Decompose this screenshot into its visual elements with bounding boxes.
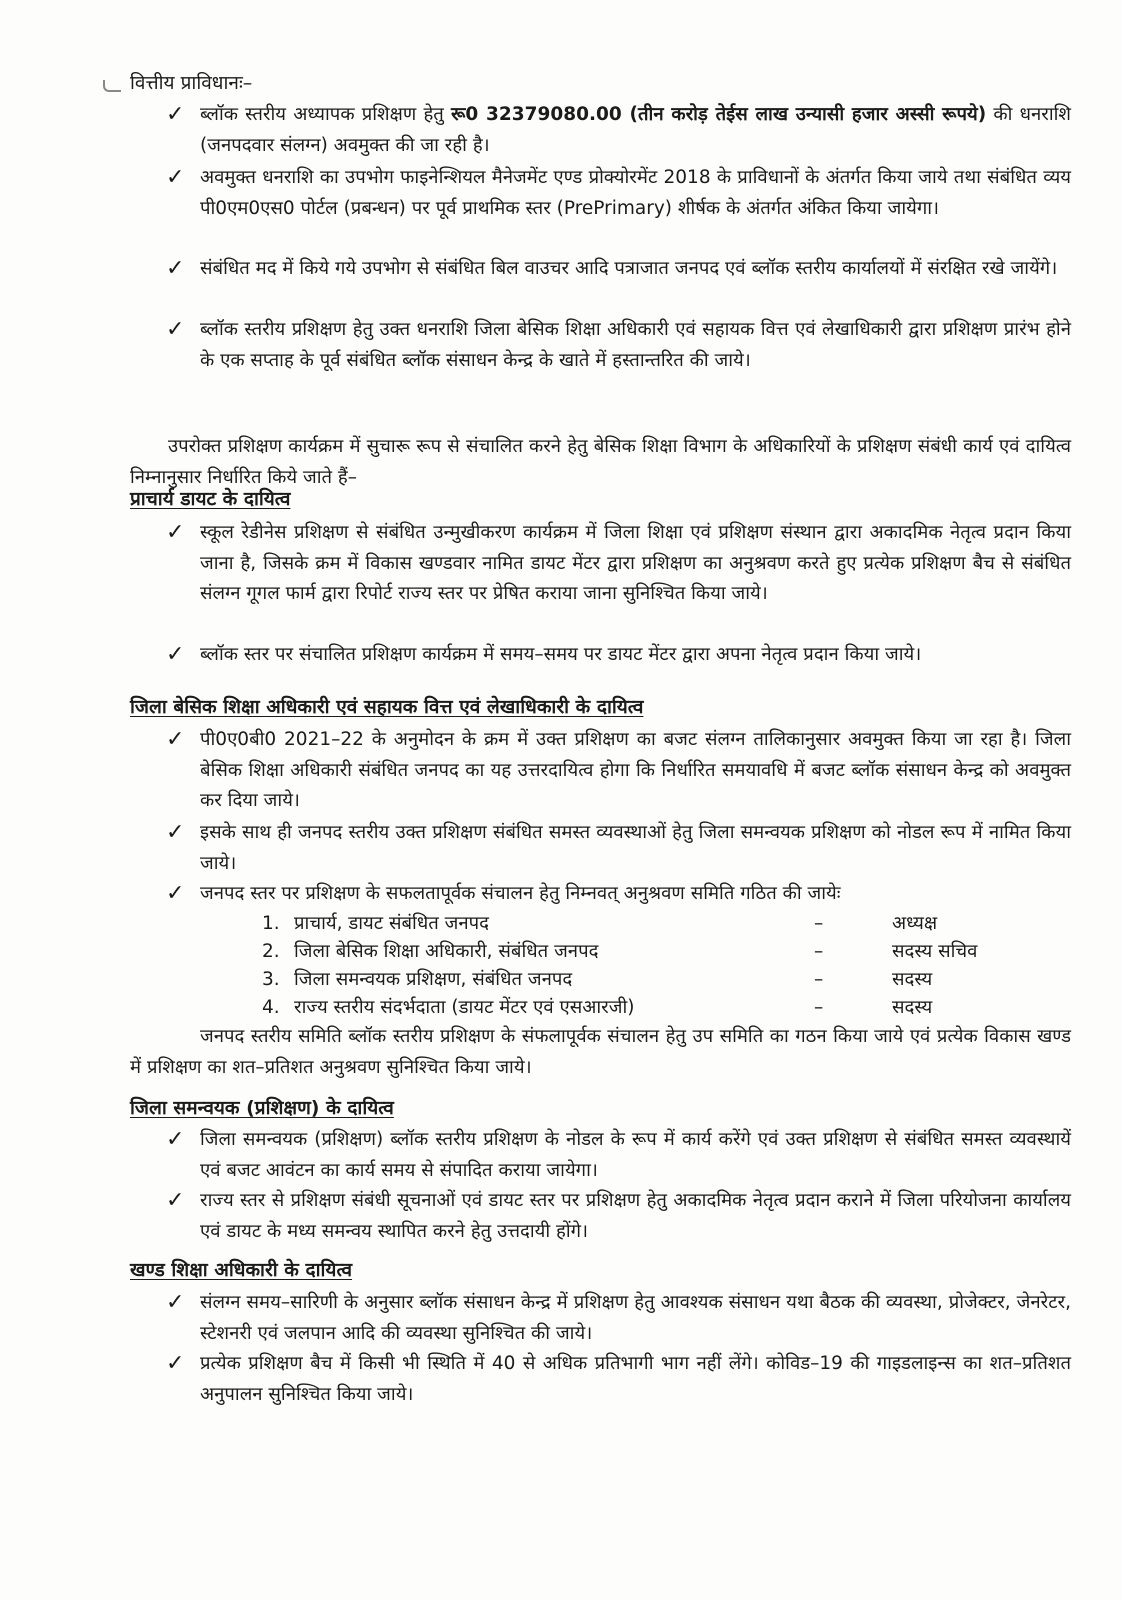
amount-text: रू0 32379080.00 (तीन करोड़ तेईस लाख उन्यासी हजार अस्सी रूपये): [451, 104, 987, 125]
committee-row: 4. राज्य स्तरीय संदर्भदाता (डायट मेंटर एवं एसआरजी) – सदस्य: [262, 997, 933, 1018]
dc-heading: जिला समन्वयक (प्रशिक्षण) के दायित्व: [130, 1097, 394, 1119]
check-icon: ✓: [166, 520, 185, 545]
beo-heading: खण्ड शिक्षा अधिकारी के दायित्व: [130, 1259, 353, 1281]
beo-item-2: ✓ प्रत्येक प्रशिक्षण बैच में किसी भी स्थिति में 40 से अधिक प्रतिभागी भाग नहीं लेंगे। कोविड–19 की गाइडलाइन्स का शत–प्रतिशत अनुपालन सुनिश्चित किया जाये।: [166, 1351, 1071, 1405]
check-icon: ✓: [166, 881, 185, 906]
check-icon: ✓: [166, 1351, 185, 1376]
finance-item-3: ✓ संबंधित मद में किये गये उपभोग से संबंधित बिल वाउचर आदि पत्राजात जनपद एवं ब्लॉक स्तरीय कार्यालयों में संरक्षित रखे जायेंगे।: [166, 254, 1071, 285]
committee-row: 1. प्राचार्य, डायट संबंधित जनपद – अध्यक्ष: [262, 913, 938, 934]
check-icon: ✓: [166, 642, 185, 667]
check-icon: ✓: [166, 820, 185, 845]
dc-item-2: ✓ राज्य स्तर से प्रशिक्षण संबंधी सूचनाओं एवं डायट स्तर पर प्रशिक्षण हेतु अकादमिक नेतृत्व प्रदान कराने में जिला परियोजना कार्यालय एवं डायट के मध्य समन्वय स्थापित करने हेतु उत्तदायी होंगे।: [166, 1188, 1071, 1242]
committee-row: 3. जिला समन्वयक प्रशिक्षण, संबंधित जनपद – सदस्य: [262, 969, 933, 990]
check-icon: ✓: [166, 317, 185, 342]
check-icon: ✓: [166, 1188, 185, 1213]
finance-item-2: ✓ अवमुक्त धनराशि का उपभोग फाइनेन्शियल मैनेजमेंट एण्ड प्रोक्योरमेंट 2018 के प्राविधानों के अंतर्गत किया जाये तथा संबंधित व्यय पी0एम0एस0 पोर्टल (प्रबन्धन) पर पूर्व प्राथमिक स्तर (PrePrimary) शीर्षक के अंतर्गत अंकित किया जायेगा।: [166, 165, 1071, 219]
diet-heading: प्राचार्य डायट के दायित्व: [130, 488, 291, 510]
finance-item-1: ✓ ब्लॉक स्तरीय अध्यापक प्रशिक्षण हेतु रू0 32379080.00 (तीन करोड़ तेईस लाख उन्यासी हजार अस्सी रूपये) की धनराशि (जनपदवार संलग्न) अवमुक्त की जा रही है।: [166, 102, 1071, 156]
check-icon: ✓: [166, 165, 185, 190]
committee-closing: जनपद स्तरीय समिति ब्लॉक स्तरीय प्रशिक्षण के संफलापूर्वक संचालन हेतु उप समिति का गठन किया जाये एवं प्रत्येक विकास खण्ड में प्रशिक्षण का शत–प्रतिशत अनुश्रवण सुनिश्चित किया जाये।: [130, 1026, 1071, 1078]
bsa-item-2: ✓ इसके साथ ही जनपद स्तरीय उक्त प्रशिक्षण संबंधित समस्त व्यवस्थाओं हेतु जिला समन्वयक प्रशिक्षण को नोडल रूप में नामित किया जाये।: [166, 820, 1071, 874]
check-icon: ✓: [166, 1127, 185, 1152]
bsa-item-1: ✓ पी0ए0बी0 2021–22 के अनुमोदन के क्रम में उक्त प्रशिक्षण का बजट संलग्न तालिकानुसार अवमुक्त किया जा रहा है। जिला बेसिक शिक्षा अधिकारी संबंधित जनपद का यह उत्तरदायित्व होगा कि निर्धारित समयावधि में बजट ब्लॉक संसाधन केन्द्र को अवमुक्त कर दिया जाये।: [166, 727, 1071, 811]
check-icon: ✓: [166, 256, 185, 281]
bsa-heading: जिला बेसिक शिक्षा अधिकारी एवं सहायक वित्त एवं लेखाधिकारी के दायित्व: [130, 696, 644, 718]
diet-item-1: ✓ स्कूल रेडीनेस प्रशिक्षण से संबंधित उन्मुखीकरण कार्यक्रम में जिला शिक्षा एवं प्रशिक्षण संस्थान द्वारा अकादमिक नेतृत्व प्रदान किया जाना है, जिसके क्रम में विकास खण्डवार नामित डायट मेंटर द्वारा प्रशिक्षण का अनुश्रवण करते हुए प्रत्येक प्रशिक्षण बैच से संबंधित संलग्न गूगल फार्म द्वारा रिपोर्ट राज्य स्तर पर प्रेषित कराया जाना सुनिश्चित किया जाये।: [166, 520, 1071, 604]
committee-row: 2. जिला बेसिक शिक्षा अधिकारी, संबंधित जनपद – सदस्य सचिव: [262, 941, 978, 962]
bsa-item-3: ✓ जनपद स्तर पर प्रशिक्षण के सफलतापूर्वक संचालन हेतु निम्नवत् अनुश्रवण समिति गठित की जायेः: [166, 879, 1071, 910]
pen-mark-icon: [103, 80, 121, 92]
diet-item-2: ✓ ब्लॉक स्तर पर संचालित प्रशिक्षण कार्यक्रम में समय–समय पर डायट मेंटर द्वारा अपना नेतृत्व प्रदान किया जाये।: [166, 640, 1071, 671]
finance-heading: वित्तीय प्राविधानः–: [130, 72, 253, 94]
dc-item-1: ✓ जिला समन्वयक (प्रशिक्षण) ब्लॉक स्तरीय प्रशिक्षण के नोडल के रूप में कार्य करेंगे एवं उक्त प्रशिक्षण से संबंधित समस्त व्यवस्थायें एवं बजट आवंटन का कार्य समय से संपादित कराया जायेगा।: [166, 1127, 1071, 1181]
intro-paragraph: उपरोक्त प्रशिक्षण कार्यक्रम में सुचारू रूप से संचालित करने हेतु बेसिक शिक्षा विभाग के अधिकारियों के प्रशिक्षण संबंधी कार्य एवं दायित्व निम्नानुसार निर्धारित किये जाते हैं–: [130, 436, 1071, 488]
check-icon: ✓: [166, 727, 185, 752]
beo-item-1: ✓ संलग्न समय–सारिणी के अनुसार ब्लॉक संसाधन केन्द्र में प्रशिक्षण हेतु आवश्यक संसाधन यथा बैठक की व्यवस्था, प्रोजेक्टर, जेनरेटर, स्टेशनरी एवं जलपान आदि की व्यवस्था सुनिश्चित की जाये।: [166, 1290, 1071, 1344]
check-icon: ✓: [166, 102, 185, 127]
check-icon: ✓: [166, 1290, 185, 1315]
finance-item-4: ✓ ब्लॉक स्तरीय प्रशिक्षण हेतु उक्त धनराशि जिला बेसिक शिक्षा अधिकारी एवं सहायक वित्त एवं लेखाधिकारी द्वारा प्रशिक्षण प्रारंभ होने के एक सप्ताह के पूर्व संबंधित ब्लॉक संसाधन केन्द्र के खाते में हस्तान्तरित की जाये।: [166, 317, 1071, 371]
